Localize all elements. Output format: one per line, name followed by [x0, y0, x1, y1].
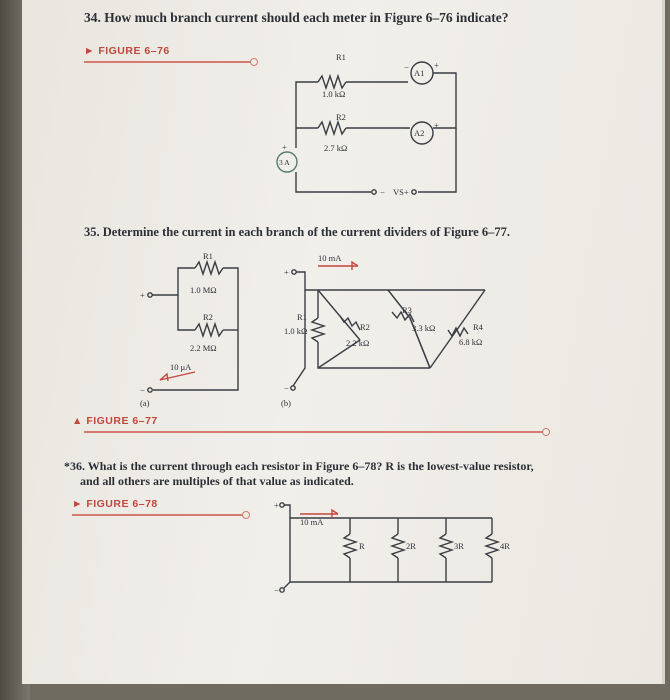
resistor-4r-label: 4R [500, 541, 510, 551]
figure-6-76-label-text: FIGURE 6–76 [98, 45, 170, 57]
r1-label: R1 [336, 52, 346, 62]
plus-sign-a1: + [434, 60, 439, 70]
question-34-text: 34. How much branch current should each meter in Figure 6–76 indicate? [84, 10, 509, 25]
minus-sign-b: − [284, 383, 289, 393]
resistor-r-78-zigzag [344, 534, 356, 558]
minus-sign-a1: − [404, 62, 409, 72]
r3-b-value: 3.3 kΩ [412, 323, 436, 333]
figure-6-76-label: ► FIGURE 6–76 [84, 45, 170, 57]
r2-a-value: 2.2 MΩ [190, 343, 217, 353]
r2-b-label: R2 [360, 322, 370, 332]
plus-sign-a: + [140, 290, 145, 300]
resistor-r1-b-zigzag [312, 318, 324, 342]
plus-sign-76-source: + [282, 142, 287, 152]
r2-value: 2.7 kΩ [324, 143, 348, 153]
r4-b-value: 6.8 kΩ [459, 337, 483, 347]
plus-sign-78: + [274, 500, 279, 510]
minus-sign-78: − [274, 585, 279, 595]
caption-b: (b) [281, 398, 291, 408]
r4-b-label: R4 [473, 322, 483, 332]
figure-6-77-label: ▲ FIGURE 6–77 [72, 415, 158, 427]
question-36-line-2: and all others are multiples of that value as indicated. [80, 474, 354, 488]
r1-a-value: 1.0 MΩ [190, 285, 217, 295]
resistor-r2-a-zigzag [195, 324, 223, 336]
minus-sign-a2: − [404, 123, 409, 133]
resistor-r1-a-zigzag [195, 262, 223, 274]
question-35-text: 35. Determine the current in each branch of the current dividers of Figure 6–77. [84, 225, 510, 239]
caption-a: (a) [140, 398, 150, 408]
question-36-line-1: *36. What is the current through each resistor in Figure 6–78? R is the lowest-value resistor, [64, 459, 534, 473]
plus-sign-b: + [284, 267, 289, 277]
plus-sign-vs: + [404, 187, 409, 197]
r2-b-value: 2.2 kΩ [346, 338, 370, 348]
r3-b-label: R3 [402, 305, 412, 315]
figure-6-77-label-text: FIGURE 6–77 [86, 415, 158, 427]
r1-value: 1.0 kΩ [322, 89, 346, 99]
current-78-label: 10 mA [300, 517, 324, 527]
resistor-3r-78-zigzag [440, 534, 452, 558]
resistor-2r-label: 2R [406, 541, 416, 551]
current-b-label: 10 mA [318, 253, 342, 263]
resistor-r1-zigzag [318, 76, 346, 88]
resistor-4r-78-zigzag [486, 534, 498, 558]
r1-b-value: 1.0 kΩ [284, 326, 308, 336]
r2-label: R2 [336, 112, 346, 122]
figure-6-76-circuit [277, 62, 456, 194]
minus-sign-a: − [140, 385, 145, 395]
figure-6-77b-circuit [291, 262, 485, 390]
resistor-r2-zigzag [318, 122, 346, 134]
vs-label: VS [393, 187, 404, 197]
current-a-label: 10 μA [170, 362, 192, 372]
r2-a-label: R2 [203, 312, 213, 322]
figure-6-78-label: ► FIGURE 6–78 [72, 498, 158, 510]
r1-a-label: R1 [203, 251, 213, 261]
r1-b-label: R1 [297, 312, 307, 322]
plus-sign-a2: + [434, 120, 439, 130]
minus-sign-vs: − [380, 187, 385, 197]
figure-6-78-label-text: FIGURE 6–78 [86, 498, 158, 510]
resistor-r-label: R [359, 541, 365, 551]
resistor-3r-label: 3R [454, 541, 464, 551]
resistor-2r-78-zigzag [392, 534, 404, 558]
ammeter-a1-label: A1 [414, 68, 425, 78]
current-source-label: 3 A [279, 158, 290, 167]
ammeter-a2-label: A2 [414, 128, 425, 138]
figure-6-77a-circuit [148, 262, 238, 392]
